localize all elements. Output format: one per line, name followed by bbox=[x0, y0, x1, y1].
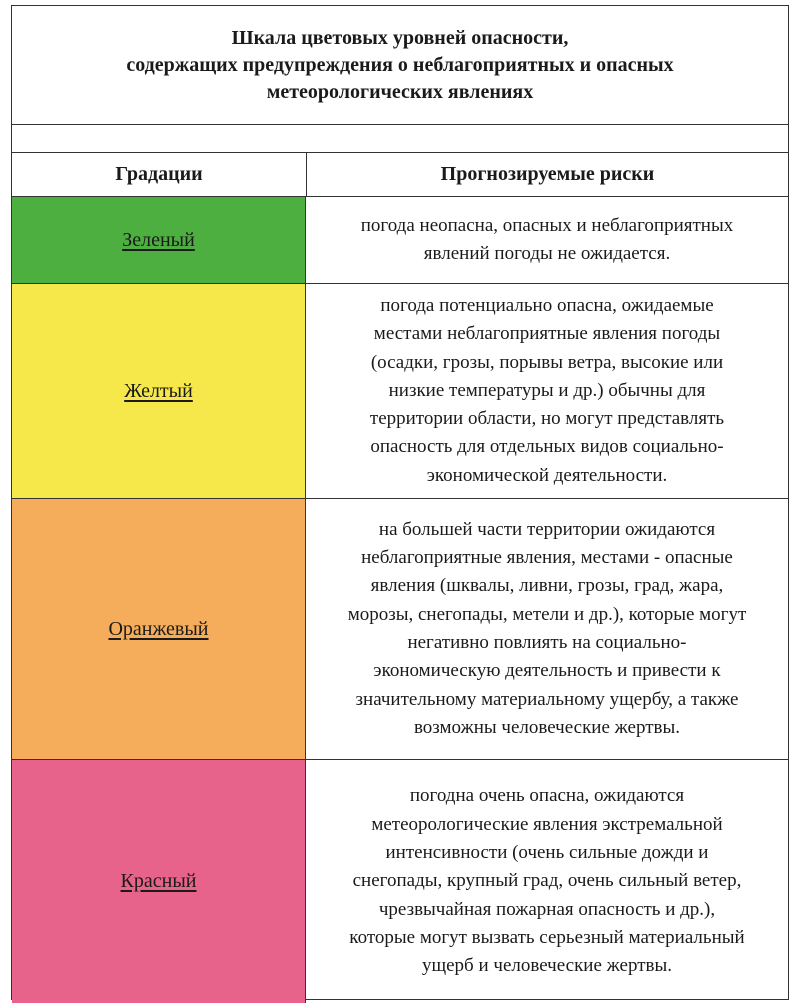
table-row-red bbox=[12, 760, 788, 1003]
table-row-green bbox=[12, 197, 788, 284]
grade-cell-orange bbox=[12, 499, 306, 759]
risk-line: интенсивности (очень сильные дожди и bbox=[385, 842, 709, 864]
table-row-orange bbox=[12, 499, 788, 760]
table-title bbox=[12, 6, 788, 125]
grade-cell-red bbox=[12, 760, 306, 1003]
risk-line: на большей части территории ожидаются bbox=[378, 518, 716, 540]
table-body bbox=[12, 197, 788, 1003]
risk-line: (осадки, грозы, порывы ветра, высокие или bbox=[370, 351, 724, 373]
grade-label-orange: Оранжевый bbox=[108, 617, 209, 640]
risk-line: экономическую деятельность и привести к bbox=[373, 660, 721, 682]
risk-line: чрезвычайная пожарная опасность и др.), bbox=[378, 898, 716, 920]
risk-line: снегопады, крупный град, очень сильный ветер, bbox=[352, 870, 742, 892]
risk-line: метеорологические явления экстремальной bbox=[371, 813, 723, 835]
grade-label-yellow: Желтый bbox=[124, 379, 193, 402]
risk-line: значительному материальному ущербу, а также bbox=[355, 688, 739, 710]
risk-line: ущерб и человеческие жертвы. bbox=[421, 955, 672, 977]
risk-cell-orange bbox=[306, 499, 788, 759]
title-line: Шкала цветовых уровней опасности, bbox=[231, 26, 569, 49]
risk-line: которые могут вызвать серьезный материальный bbox=[349, 926, 745, 948]
risk-line: погода неопасна, опасных и неблагоприятных bbox=[360, 214, 734, 236]
risk-cell-green bbox=[306, 197, 788, 283]
risk-line: опасность для отдельных видов социально- bbox=[370, 436, 724, 458]
risk-line: погода потенциально опасна, ожидаемые bbox=[380, 294, 714, 316]
danger-scale-table bbox=[11, 5, 789, 1000]
risk-line: неблагоприятные явления, местами - опасные bbox=[361, 547, 733, 569]
risk-line: морозы, снегопады, метели и др.), которые могут bbox=[347, 603, 747, 625]
grade-label-green: Зеленый bbox=[122, 228, 195, 251]
grade-cell-green bbox=[12, 197, 306, 283]
title-line: метеорологических явлениях bbox=[266, 80, 534, 103]
column-header-risks: Прогнозируемые риски bbox=[440, 163, 655, 185]
risk-line: возможны человеческие жертвы. bbox=[413, 716, 681, 738]
risk-line: негативно повлиять на социально- bbox=[407, 632, 687, 653]
column-header-row bbox=[12, 153, 788, 197]
table-row-yellow bbox=[12, 284, 788, 499]
risk-line: территории области, но могут представлять bbox=[369, 408, 725, 430]
risk-cell-red bbox=[306, 760, 788, 1003]
risk-cell-yellow bbox=[306, 284, 788, 498]
column-header-grade: Градации bbox=[12, 153, 307, 196]
risk-line: низкие температуры и др.) обычны для bbox=[388, 379, 706, 401]
risk-line: экономической деятельности. bbox=[426, 464, 668, 486]
risk-line: явления (шквалы, ливни, грозы, град, жара, bbox=[370, 575, 724, 597]
grade-label-red: Красный bbox=[120, 870, 197, 892]
empty-row bbox=[12, 125, 788, 153]
grade-cell-yellow bbox=[12, 284, 306, 498]
title-line: содержащих предупреждения о неблагоприятных и опасных bbox=[126, 53, 674, 76]
risk-line: явлений погоды не ожидается. bbox=[423, 243, 671, 264]
risk-line: местами неблагоприятные явления погоды bbox=[373, 323, 721, 345]
risk-line: погодна очень опасна, ожидаются bbox=[409, 785, 685, 807]
